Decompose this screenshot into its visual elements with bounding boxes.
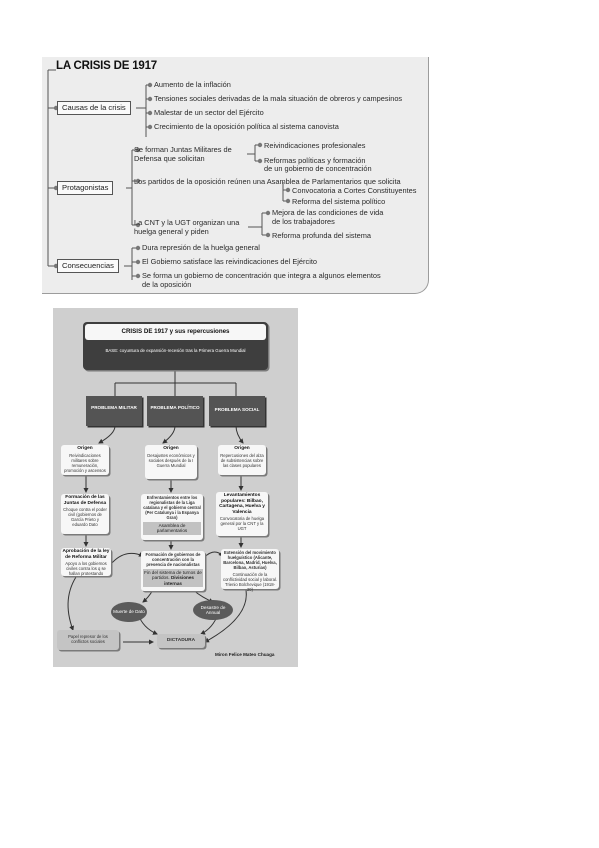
cnt-item: Mejora de las condiciones de vida bbox=[272, 208, 384, 217]
diagram2-title: CRISIS DE 1917 y sus repercusiones bbox=[85, 324, 266, 340]
desastre-annual-ellipse: Desastre de Annual bbox=[193, 600, 233, 620]
extension-box bbox=[221, 549, 279, 592]
origen-text: Desajustes económicos y sociales después de la I Guerra Mundial bbox=[147, 452, 195, 468]
crisis-1917-concept-map bbox=[42, 57, 429, 294]
papel-text: Papel represor de los conflictos sociales bbox=[68, 634, 108, 644]
juntas-body: Choque contra el poder civil (gobiernos de García Prieto y eduardo Dato bbox=[63, 507, 107, 528]
origen-label: Origen bbox=[163, 446, 179, 451]
partidos-item: Convocatoria a Cortes Constituyentes bbox=[292, 186, 417, 195]
concentracion-body: Formación de gobiernos de concentración con la presencia de nacionalistas bbox=[145, 552, 201, 567]
asamblea-sub: Asamblea de parlamentarios bbox=[143, 522, 201, 535]
levantamientos-box bbox=[216, 492, 268, 536]
origen-label: Origen bbox=[234, 446, 250, 451]
author-credit: Miron Felice Mateo Chuaga bbox=[215, 652, 275, 657]
cnt-item: Reforma profunda del sistema bbox=[272, 231, 372, 240]
origen-politico bbox=[145, 445, 197, 479]
consecuencia-item: Dura represión de la huelga general bbox=[142, 243, 260, 252]
concentracion-sub2: Divisiones internas bbox=[164, 575, 194, 586]
causa-item: Tensiones sociales derivadas de la mala situación de obreros y campesinos bbox=[154, 94, 403, 103]
crisis-repercusiones-diagram bbox=[53, 308, 298, 667]
causa-item: Aumento de la inflación bbox=[154, 80, 231, 89]
papel-represor-box bbox=[57, 630, 119, 650]
extension-title: Extensión del movimiento huelguístico (Alicante, Barcelona, Madrid, Huelva, Bilbao, Asturias) bbox=[223, 550, 277, 570]
base-text: BASE: coyuntura de expansión-recesión tras la Primera Guerra Mundial bbox=[105, 348, 246, 353]
partidos-text: Los partidos de la oposición reúnen una Asamblea de Parlamentarios que solicita bbox=[134, 177, 401, 186]
problema-militar: PROBLEMA MILITAR bbox=[86, 396, 142, 426]
reforma-militar-box bbox=[61, 548, 111, 576]
origen-text: Repercusiones del alza de subsistencias sobre las clases populares bbox=[220, 452, 264, 468]
consecuencia-item: de la oposición bbox=[142, 280, 192, 289]
muerte-dato-ellipse: Muerte de Dato bbox=[111, 602, 147, 622]
concentracion-box bbox=[141, 551, 205, 591]
dictadura-box: DICTADURA bbox=[157, 634, 205, 648]
problema-politico: PROBLEMA POLÍTICO bbox=[147, 396, 203, 426]
concentracion-sub1: Fin del sistema de turnos de partidos. bbox=[144, 570, 202, 581]
causa-item: Crecimiento de la oposición política al sistema canovista bbox=[154, 122, 339, 131]
problema-social: PROBLEMA SOCIAL bbox=[209, 396, 265, 426]
protagonistas-box: Protagonistas bbox=[57, 181, 113, 195]
consecuencias-box: Consecuencias bbox=[57, 259, 119, 273]
juntas-box bbox=[61, 494, 109, 534]
reforma-body: Apoyo a los gobiernos civiles contra los q se hallan protestando bbox=[65, 561, 107, 577]
reforma-title: Aprobación de la ley de Reforma Militar bbox=[62, 549, 110, 560]
origen-social bbox=[218, 445, 266, 475]
consecuencia-item: Se forma un gobierno de concentración que integra a algunos elementos bbox=[142, 271, 381, 280]
title-box bbox=[83, 322, 268, 370]
juntas-item: Reivindicaciones profesionales bbox=[264, 141, 366, 150]
causas-box: Causas de la crisis bbox=[57, 101, 131, 115]
partidos-item: Reforma del sistema político bbox=[292, 197, 386, 206]
juntas-item: de un gobierno de concentración bbox=[264, 164, 372, 173]
origen-militar bbox=[61, 445, 109, 475]
origen-label: Origen bbox=[77, 446, 93, 451]
asamblea-box bbox=[141, 494, 203, 540]
juntas-text: Se forman Juntas Militares de bbox=[134, 145, 232, 154]
consecuencia-item: El Gobierno satisface las reivindicaciones del Ejército bbox=[142, 257, 317, 266]
cnt-text: huelga general y piden bbox=[134, 227, 209, 236]
juntas-title: Formación de las Juntas de Defensa bbox=[63, 495, 107, 506]
causa-item: Malestar de un sector del Ejército bbox=[154, 108, 264, 117]
extension-body: Continuación de la conflictividad social y laboral. Trienio Bolchevique (1918-20) bbox=[223, 572, 277, 592]
juntas-item: Reformas políticas y formación bbox=[264, 156, 366, 165]
asamblea-body: Enfrentamientos entre los regionalistas de la Liga catalana y el gobierno central (Per Catalunya i la Espanya Gran) bbox=[143, 495, 201, 520]
cnt-item: de los trabajadores bbox=[272, 217, 335, 226]
origen-text: Reivindicaciones militares sobre remuneración, promoción y ascensos bbox=[64, 452, 106, 473]
concentracion-sub bbox=[143, 569, 203, 587]
diagram-title: LA CRISIS DE 1917 bbox=[56, 60, 157, 72]
cnt-text: La CNT y la UGT organizan una bbox=[134, 218, 240, 227]
levantamientos-title: Levantamientos populares: Bilbao, Cartagena, Huelva y Valencia bbox=[219, 493, 265, 515]
levantamientos-body: Convocatoria de huelga general por la CNT y la UGT bbox=[219, 516, 265, 532]
juntas-text: Defensa que solicitan bbox=[134, 154, 205, 163]
